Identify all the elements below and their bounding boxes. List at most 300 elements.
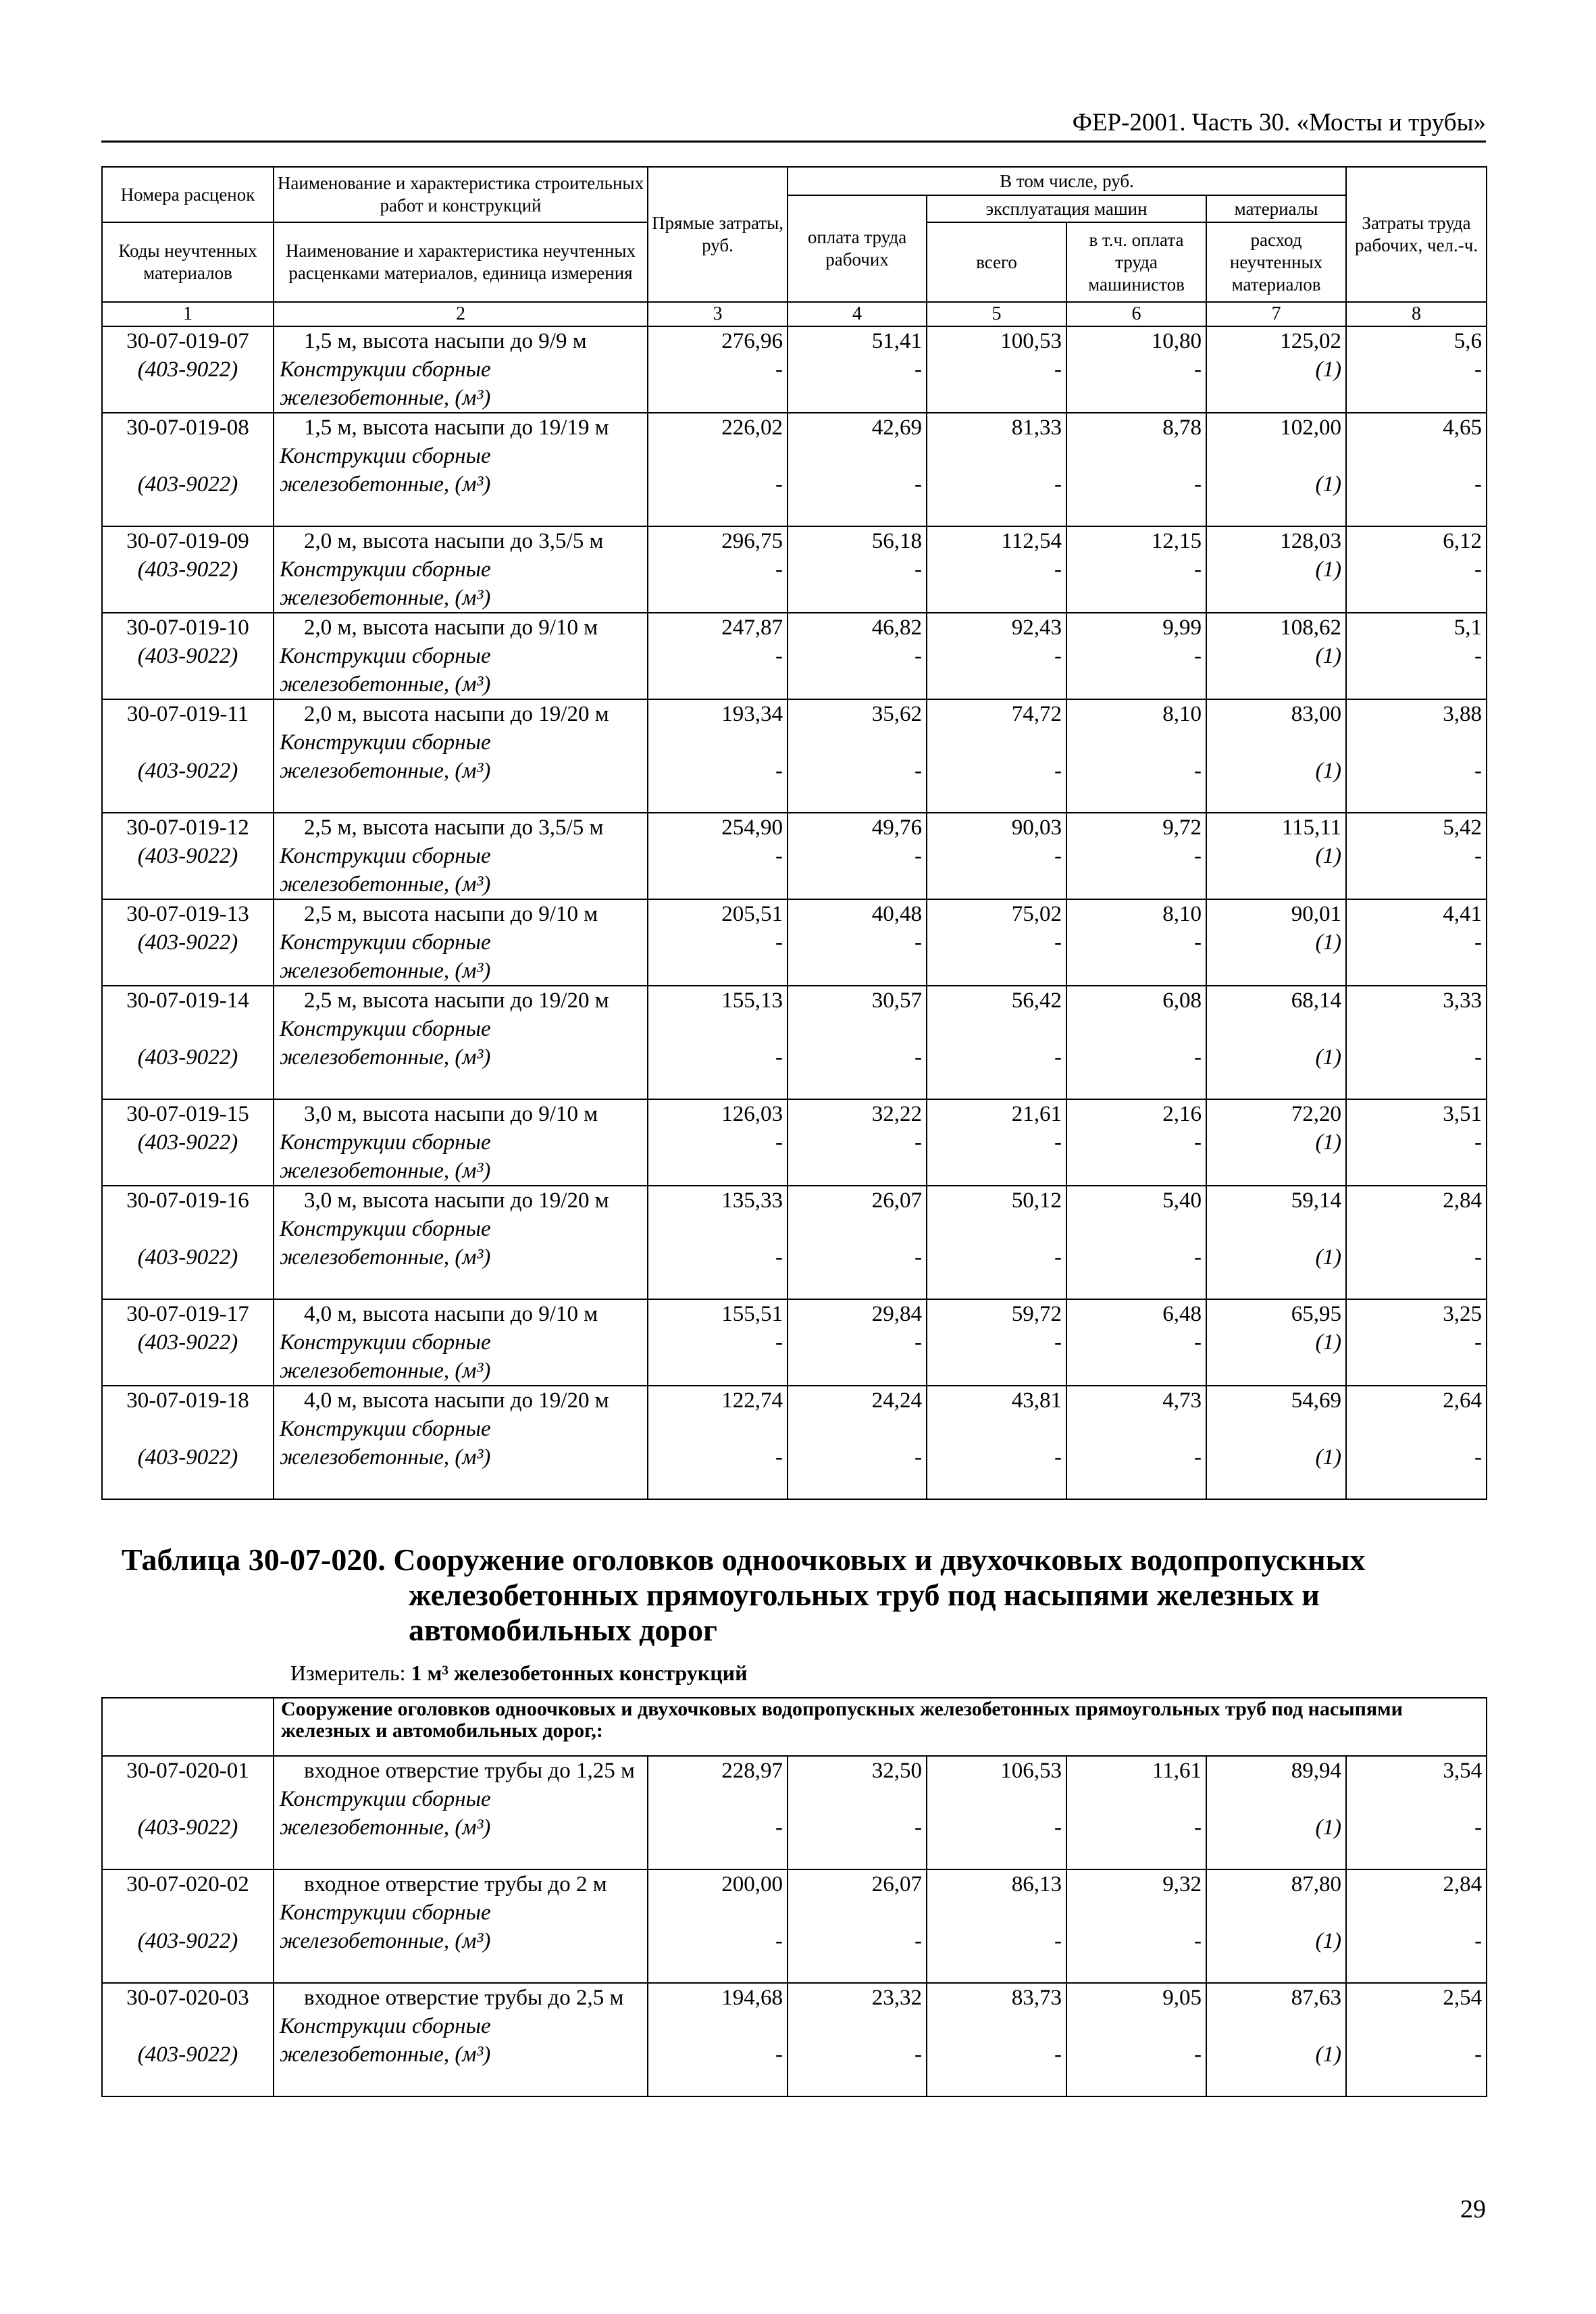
value-direct-amount: 200,00: [721, 1872, 783, 1896]
material-name: Конструкции сборные железобетонные, (м³): [280, 844, 491, 897]
rate-row: [102, 1099, 1487, 1186]
rate-code-cell: [102, 613, 274, 699]
rate-code: 30-07-019-13: [126, 902, 249, 926]
rate-description: 1,5 м, высота насыпи до 19/19 м: [304, 416, 609, 440]
rate-code-cell: [102, 699, 274, 813]
material-dash: -: [1474, 1045, 1483, 1070]
material-code: (403-9022): [137, 2042, 238, 2067]
value-machpay: [1066, 699, 1206, 813]
value-mach-amount: 59,72: [1011, 1302, 1062, 1326]
spacer: [794, 2012, 922, 2040]
spacer: [654, 442, 783, 470]
rate-description: 2,5 м, высота насыпи до 3,5/5 м: [304, 815, 604, 840]
rate-row: [102, 613, 1487, 699]
rate-code-cell: [102, 526, 274, 613]
value-machpay-amount: 8,10: [1162, 902, 1202, 926]
value-pay: [788, 1756, 927, 1869]
material-name: Конструкции сборные железобетонные, (м³): [280, 557, 491, 610]
material-code: (403-9022): [137, 472, 238, 497]
material-dash: -: [1194, 2042, 1202, 2067]
col-worker-pay: оплата труда рабочих: [788, 195, 927, 302]
value-labor-amount: 5,6: [1453, 329, 1483, 353]
value-labor: [1346, 326, 1487, 413]
material-name: Конструкции сборные железобетонные, (м³): [280, 730, 491, 783]
rate-code-cell: [102, 1983, 274, 2096]
material-dash: -: [1194, 1929, 1202, 1953]
rate-row: [102, 526, 1487, 613]
material-dash: -: [915, 844, 922, 868]
rate-description: 1,5 м, высота насыпи до 9/9 м: [304, 329, 587, 353]
meter-line: [290, 1659, 748, 1686]
spacer: [1352, 1215, 1482, 1243]
table-title-line: Таблица 30-07-020. Сооружение оголовков одноочковых и двухочковых водопропускных: [122, 1542, 1366, 1577]
rate-code-cell: [102, 1299, 274, 1386]
col-machines: эксплуатация машин: [927, 195, 1206, 222]
col-machines-total: всего: [927, 222, 1066, 302]
material-name: Конструкции сборные железобетонные, (м³): [280, 1017, 491, 1070]
value-pay-amount: 56,18: [871, 529, 922, 553]
value-machpay: [1066, 526, 1206, 613]
rates-table: [101, 166, 1487, 1500]
material-dash: -: [1054, 1815, 1062, 1840]
value-labor-amount: 2,84: [1443, 1188, 1483, 1213]
rate-code: 30-07-019-11: [126, 702, 249, 726]
col-direct-costs: Прямые затраты, руб.: [648, 167, 788, 302]
material-qty: (1): [1315, 2042, 1341, 2067]
material-dash: -: [1474, 1815, 1483, 1840]
value-direct: [648, 1869, 788, 1983]
value-labor-amount: 3,25: [1443, 1302, 1483, 1326]
material-name: Конструкции сборные железобетонные, (м³): [280, 930, 491, 983]
material-dash: -: [915, 1815, 922, 1840]
rate-description: 3,0 м, высота насыпи до 19/20 м: [304, 1188, 609, 1213]
value-labor: [1346, 1983, 1487, 2096]
value-labor: [1346, 1299, 1487, 1386]
value-labor-amount: 4,65: [1443, 416, 1483, 440]
col-unaccounted-codes: Коды неучтенных материалов: [102, 222, 274, 302]
material-name: Конструкции сборные железобетонные, (м³): [280, 1130, 491, 1183]
spacer: [1352, 2012, 1482, 2040]
value-mach: [927, 1386, 1066, 1499]
value-mat-amount: 128,03: [1280, 529, 1342, 553]
value-machpay: [1066, 1099, 1206, 1186]
spacer: [1073, 1785, 1202, 1813]
value-mach-amount: 75,02: [1011, 902, 1062, 926]
material-name: Конструкции сборные железобетонные, (м³): [280, 444, 491, 497]
spacer: [1212, 1785, 1341, 1813]
value-mach-amount: 83,73: [1011, 1986, 1062, 2010]
value-pay: [788, 699, 927, 813]
value-machpay-amount: 6,48: [1162, 1302, 1202, 1326]
rate-description-cell: [274, 1756, 648, 1869]
material-dash: -: [775, 1130, 783, 1155]
col-number: 2: [274, 302, 648, 326]
value-pay-amount: 51,41: [871, 329, 922, 353]
value-direct-amount: 155,51: [721, 1302, 783, 1326]
rate-code-cell: [102, 1386, 274, 1499]
value-machpay: [1066, 1186, 1206, 1299]
value-labor-amount: 5,42: [1443, 815, 1483, 840]
rate-code: 30-07-019-10: [126, 615, 249, 640]
value-pay-amount: 40,48: [871, 902, 922, 926]
material-dash: -: [1194, 1130, 1202, 1155]
rate-description: 2,5 м, высота насыпи до 19/20 м: [304, 988, 609, 1013]
spacer: [933, 1415, 1062, 1443]
value-machpay-amount: 9,05: [1162, 1986, 1202, 2010]
material-dash: -: [1474, 644, 1483, 668]
material-dash: -: [1194, 1245, 1202, 1269]
value-machpay: [1066, 1869, 1206, 1983]
rate-row: [102, 1299, 1487, 1386]
table-title-line: железобетонных прямоугольных труб под насыпями железных и: [409, 1578, 1320, 1612]
value-mat: [1206, 613, 1346, 699]
rate-description: 4,0 м, высота насыпи до 19/20 м: [304, 1388, 609, 1413]
material-dash: -: [1054, 357, 1062, 382]
header-rule: [101, 141, 1486, 143]
value-mach-amount: 112,54: [1001, 529, 1062, 553]
material-dash: -: [1054, 1245, 1062, 1269]
value-mach-amount: 90,03: [1011, 815, 1062, 840]
value-mat-amount: 108,62: [1280, 615, 1342, 640]
value-direct-amount: 247,87: [721, 615, 783, 640]
material-dash: -: [775, 557, 783, 582]
value-machpay: [1066, 1983, 1206, 2096]
spacer: [933, 442, 1062, 470]
value-machpay: [1066, 899, 1206, 986]
value-machpay: [1066, 813, 1206, 899]
page-number: 29: [1460, 2195, 1486, 2223]
value-mach-amount: 100,53: [1000, 329, 1062, 353]
material-dash: -: [1054, 1445, 1062, 1469]
material-qty: (1): [1315, 930, 1342, 955]
value-direct: [648, 1386, 788, 1499]
value-pay-amount: 23,32: [871, 1986, 922, 2010]
value-pay: [788, 1099, 927, 1186]
value-direct-amount: 155,13: [721, 988, 783, 1013]
material-dash: -: [915, 930, 922, 955]
material-qty: (1): [1315, 1330, 1342, 1355]
value-mach: [927, 899, 1066, 986]
material-dash: -: [1474, 1929, 1483, 1953]
rate-code: 30-07-020-03: [126, 1986, 249, 2010]
rate-row: [102, 986, 1487, 1099]
material-qty: (1): [1315, 1815, 1341, 1840]
spacer: [933, 1898, 1062, 1927]
value-pay-amount: 46,82: [871, 615, 922, 640]
value-pay: [788, 413, 927, 526]
value-labor-amount: 2,54: [1443, 1986, 1483, 2010]
rate-code-cell: [102, 813, 274, 899]
material-code: (403-9022): [137, 644, 238, 668]
material-dash: -: [1194, 472, 1202, 497]
spacer: [654, 728, 783, 757]
material-name: Конструкции сборные железобетонные, (м³): [280, 357, 491, 410]
rate-row: [102, 413, 1487, 526]
spacer: [1212, 1898, 1341, 1927]
value-direct: [648, 1099, 788, 1186]
material-code: (403-9022): [137, 1929, 238, 1953]
value-mat: [1206, 1983, 1346, 2096]
value-direct-amount: 276,96: [721, 329, 783, 353]
material-qty: (1): [1315, 472, 1342, 497]
spacer: [933, 1215, 1062, 1243]
value-mat-amount: 72,20: [1291, 1102, 1342, 1126]
material-code: (403-9022): [137, 930, 238, 955]
material-qty: (1): [1315, 557, 1342, 582]
rate-description-cell: [274, 1983, 648, 2096]
value-mach: [927, 1099, 1066, 1186]
material-name: Конструкции сборные железобетонные, (м³): [280, 2014, 491, 2067]
value-mat-amount: 89,94: [1291, 1759, 1341, 1783]
spacer: [1073, 1215, 1202, 1243]
value-pay-amount: 26,07: [871, 1188, 922, 1213]
value-machpay: [1066, 986, 1206, 1099]
value-mat: [1206, 526, 1346, 613]
col-number: 7: [1206, 302, 1346, 326]
value-labor-amount: 2,84: [1443, 1872, 1483, 1896]
material-dash: -: [1054, 472, 1062, 497]
value-pay: [788, 899, 927, 986]
value-machpay: [1066, 326, 1206, 413]
value-machpay-amount: 5,40: [1162, 1188, 1202, 1213]
value-pay: [788, 813, 927, 899]
value-mat: [1206, 699, 1346, 813]
material-dash: -: [1054, 844, 1062, 868]
material-name: Конструкции сборные железобетонные, (м³): [280, 1330, 491, 1383]
value-direct-amount: 296,75: [721, 529, 783, 553]
value-machpay: [1066, 613, 1206, 699]
spacer: [654, 1785, 783, 1813]
value-pay-amount: 26,07: [871, 1872, 922, 1896]
rate-row: [102, 699, 1487, 813]
value-direct: [648, 1299, 788, 1386]
value-direct-amount: 135,33: [721, 1188, 783, 1213]
spacer: [794, 1215, 922, 1243]
value-mat-amount: 87,80: [1291, 1872, 1341, 1896]
spacer: [794, 1015, 922, 1043]
rates-table-020: [101, 1697, 1487, 2097]
value-machpay: [1066, 1299, 1206, 1386]
value-labor: [1346, 986, 1487, 1099]
rate-description-cell: [274, 326, 648, 413]
value-pay: [788, 1983, 927, 2096]
value-direct: [648, 813, 788, 899]
spacer: [1073, 1898, 1202, 1927]
material-dash: -: [775, 1815, 783, 1840]
rate-description-cell: [274, 699, 648, 813]
value-mat-amount: 90,01: [1291, 902, 1342, 926]
value-pay: [788, 526, 927, 613]
value-pay-amount: 29,84: [871, 1302, 922, 1326]
value-labor: [1346, 1099, 1487, 1186]
value-machpay: [1066, 413, 1206, 526]
value-mach-amount: 43,81: [1011, 1388, 1062, 1413]
material-dash: -: [915, 1929, 922, 1953]
value-direct: [648, 899, 788, 986]
material-dash: -: [915, 1330, 922, 1355]
value-mat: [1206, 413, 1346, 526]
value-mat-amount: 125,02: [1280, 329, 1342, 353]
value-machpay: [1066, 1386, 1206, 1499]
material-dash: -: [775, 930, 783, 955]
value-labor: [1346, 1386, 1487, 1499]
material-name: Конструкции сборные железобетонные, (м³): [280, 1901, 491, 1953]
material-dash: -: [775, 644, 783, 668]
material-dash: -: [1194, 1330, 1202, 1355]
value-labor: [1346, 1186, 1487, 1299]
material-dash: -: [915, 644, 922, 668]
material-code: (403-9022): [137, 1330, 238, 1355]
value-labor: [1346, 413, 1487, 526]
spacer: [933, 1015, 1062, 1043]
value-direct: [648, 699, 788, 813]
value-pay: [788, 1186, 927, 1299]
value-machpay-amount: 9,32: [1162, 1872, 1202, 1896]
material-dash: -: [1474, 557, 1483, 582]
rate-code: 30-07-019-17: [126, 1302, 249, 1326]
rate-code: 30-07-019-14: [126, 988, 249, 1013]
value-direct-amount: 226,02: [721, 416, 783, 440]
value-mat-amount: 68,14: [1291, 988, 1342, 1013]
spacer: [1212, 728, 1341, 757]
rate-code-cell: [102, 899, 274, 986]
col-rate-number: Номера расценок: [102, 167, 274, 222]
rate-description: 2,0 м, высота насыпи до 19/20 м: [304, 702, 609, 726]
col-materials-unaccounted: расход неучтенных материалов: [1206, 222, 1346, 302]
material-dash: -: [1474, 844, 1483, 868]
material-dash: -: [775, 1245, 783, 1269]
value-machpay-amount: 8,78: [1162, 416, 1202, 440]
rate-code: 30-07-019-07: [126, 329, 249, 353]
value-machpay: [1066, 1756, 1206, 1869]
value-mat: [1206, 1756, 1346, 1869]
rate-row: [102, 813, 1487, 899]
spacer: [1212, 1015, 1341, 1043]
value-pay: [788, 326, 927, 413]
material-dash: -: [1194, 1815, 1202, 1840]
value-machpay-amount: 4,73: [1162, 1388, 1202, 1413]
material-code: (403-9022): [137, 1445, 238, 1469]
spacer: [1352, 1898, 1482, 1927]
value-mach: [927, 1756, 1066, 1869]
material-dash: -: [1194, 644, 1202, 668]
value-mach-amount: 86,13: [1011, 1872, 1062, 1896]
spacer: [108, 1015, 267, 1043]
rate-description: входное отверстие трубы до 2 м: [304, 1872, 607, 1896]
value-direct: [648, 526, 788, 613]
col-materials: материалы: [1206, 195, 1346, 222]
rate-description-cell: [274, 413, 648, 526]
spacer: [1212, 2012, 1341, 2040]
spacer: [1212, 1415, 1341, 1443]
value-machpay-amount: 12,15: [1151, 529, 1202, 553]
material-qty: (1): [1315, 1245, 1342, 1269]
material-dash: -: [915, 1445, 922, 1469]
rate-code: 30-07-019-18: [126, 1388, 249, 1413]
value-labor: [1346, 1869, 1487, 1983]
rate-code: 30-07-019-09: [126, 529, 249, 553]
spacer: [1073, 728, 1202, 757]
value-labor: [1346, 1756, 1487, 1869]
rate-code-cell: [102, 413, 274, 526]
spacer: [654, 1015, 783, 1043]
spacer: [794, 442, 922, 470]
rate-description: 2,0 м, высота насыпи до 3,5/5 м: [304, 529, 604, 553]
material-qty: (1): [1315, 357, 1342, 382]
value-machpay-amount: 11,61: [1152, 1759, 1202, 1783]
table-title-line: автомобильных дорог: [409, 1613, 717, 1647]
rate-code-cell: [102, 986, 274, 1099]
value-direct: [648, 986, 788, 1099]
rate-row: [102, 1983, 1487, 2096]
rate-code: 30-07-019-08: [126, 416, 249, 440]
material-dash: -: [775, 2042, 783, 2067]
running-title: ФЕР-2001. Часть 30. «Мосты и трубы»: [1072, 109, 1486, 136]
col-including: В том числе, руб.: [788, 167, 1346, 195]
material-dash: -: [1474, 1445, 1483, 1469]
value-pay: [788, 1869, 927, 1983]
value-pay: [788, 1299, 927, 1386]
rate-description: 4,0 м, высота насыпи до 9/10 м: [304, 1302, 598, 1326]
value-mach-amount: 81,33: [1011, 416, 1062, 440]
value-labor-amount: 4,41: [1443, 902, 1483, 926]
rate-code: 30-07-019-15: [126, 1102, 249, 1126]
value-mach: [927, 699, 1066, 813]
spacer: [794, 1415, 922, 1443]
value-direct-amount: 205,51: [721, 902, 783, 926]
material-code: (403-9022): [137, 557, 238, 582]
value-mat: [1206, 1869, 1346, 1983]
spacer: [1212, 442, 1341, 470]
spacer: [108, 728, 267, 757]
value-labor: [1346, 526, 1487, 613]
spacer: [108, 2012, 267, 2040]
spacer: [108, 1785, 267, 1813]
spacer: [1352, 442, 1482, 470]
rate-description-cell: [274, 1869, 648, 1983]
spacer: [654, 1215, 783, 1243]
value-labor-amount: 3,51: [1443, 1102, 1483, 1126]
material-dash: -: [1474, 930, 1483, 955]
rate-description: 2,0 м, высота насыпи до 9/10 м: [304, 615, 598, 640]
meter-value: 1 м³ железобетонных конструкций: [411, 1661, 748, 1685]
value-pay: [788, 1386, 927, 1499]
material-dash: -: [1054, 1130, 1062, 1155]
value-mach: [927, 526, 1066, 613]
value-mach: [927, 613, 1066, 699]
value-mat-amount: 59,14: [1291, 1188, 1342, 1213]
spacer: [1212, 1215, 1341, 1243]
col-work-name: Наименование и характеристика строительных работ и конструкций: [274, 167, 648, 222]
value-machpay-amount: 10,80: [1151, 329, 1202, 353]
col-unaccounted-name: Наименование и характеристика неучтенных расценками материалов, единица измерения: [274, 222, 648, 302]
value-mat: [1206, 326, 1346, 413]
value-mat: [1206, 899, 1346, 986]
material-name: Конструкции сборные железобетонные, (м³): [280, 1217, 491, 1269]
material-dash: -: [1194, 357, 1202, 382]
rate-code-cell: [102, 1869, 274, 1983]
spacer: [1073, 2012, 1202, 2040]
material-dash: -: [1054, 557, 1062, 582]
material-qty: (1): [1315, 644, 1342, 668]
spacer: [794, 1785, 922, 1813]
rate-row: [102, 1186, 1487, 1299]
value-labor-amount: 5,1: [1453, 615, 1483, 640]
spacer: [108, 1415, 267, 1443]
value-direct: [648, 1186, 788, 1299]
value-pay-amount: 32,50: [871, 1759, 922, 1783]
value-mat: [1206, 1099, 1346, 1186]
